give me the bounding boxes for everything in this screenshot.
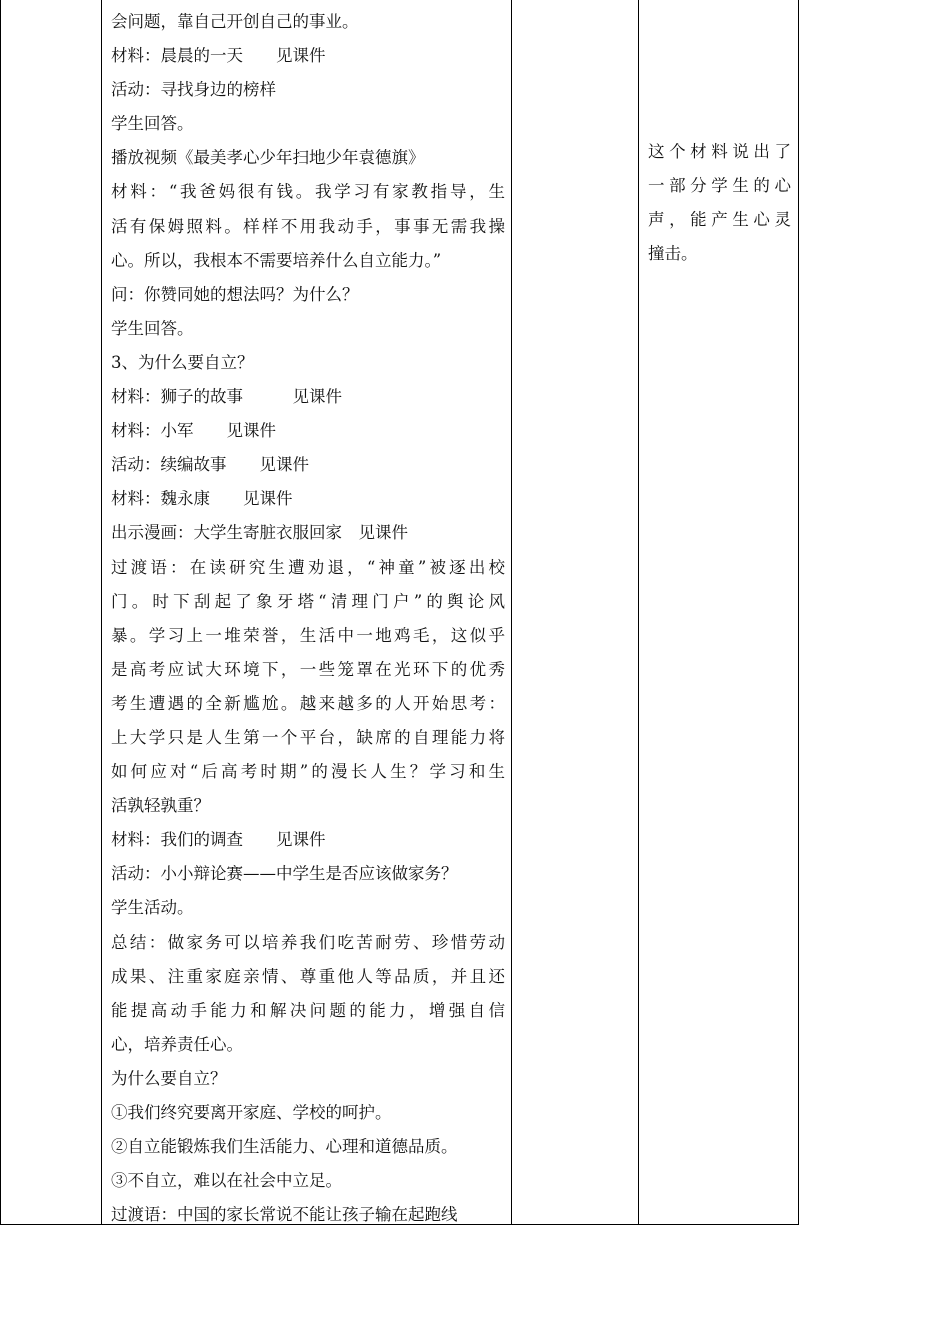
text-line: 活动：续编故事 见课件 — [111, 455, 309, 475]
text-line: 学生回答。 — [111, 114, 194, 134]
text-line: 为什么要自立？ — [111, 1068, 227, 1088]
text-line: 是高考应试大环境下，一些笼罩在光环下的优秀 — [111, 659, 505, 679]
note-line: 声，能产生心灵 — [648, 210, 791, 230]
text-line: 上大学只是人生第一个平台，缺席的自理能力将 — [111, 727, 505, 747]
note-line: 一部分学生的心 — [648, 176, 791, 196]
text-line: 学生活动。 — [111, 898, 194, 918]
text-line: 考生遭遇的全新尴尬。越来越多的人开始思考： — [111, 693, 505, 713]
text-line: 问：你赞同她的想法吗？为什么？ — [111, 284, 359, 304]
text-line: 过渡语：在读研究生遭劝退，“神童”被逐出校 — [111, 557, 505, 577]
text-line: 活动：寻找身边的榜样 — [111, 80, 276, 100]
text-line: 如何应对“后高考时期”的漫长人生？学习和生 — [111, 762, 505, 782]
text-line: 材料：魏永康 见课件 — [111, 489, 293, 509]
text-line: 出示漫画：大学生寄脏衣服回家 见课件 — [111, 523, 408, 543]
text-line: 活孰轻孰重？ — [111, 796, 210, 816]
text-line: 活动：小小辩论赛——中学生是否应该做家务？ — [111, 864, 458, 884]
note-line: 撞击。 — [648, 244, 698, 264]
text-line: 材料：狮子的故事 见课件 — [111, 387, 342, 407]
column-3 — [512, 0, 639, 1225]
text-line: 心，培养责任心。 — [111, 1034, 243, 1054]
column-1 — [1, 0, 102, 1225]
teaching-process-text — [111, 5, 505, 1232]
text-line: 播放视频《最美孝心少年扫地少年袁德旗》 — [111, 148, 425, 168]
text-line: 成果、注重家庭亲情、尊重他人等品质，并且还 — [111, 966, 505, 986]
note-line: 这个材料说出了 — [648, 142, 791, 161]
design-note-text — [648, 135, 791, 271]
text-line: 材料：晨晨的一天 见课件 — [111, 46, 326, 66]
text-line: 活有保姆照料。样样不用我动手，事事无需我操 — [111, 216, 505, 236]
text-line: 门。时下刮起了象牙塔“清理门户”的舆论风 — [111, 591, 505, 611]
text-line: ②自立能锻炼我们生活能力、心理和道德品质。 — [111, 1137, 458, 1157]
text-line: 会问题，靠自己开创自己的事业。 — [111, 12, 359, 31]
text-line: 心。所以，我根本不需要培养什么自立能力。” — [111, 250, 442, 270]
text-line: 材料：“我爸妈很有钱。我学习有家教指导，生 — [111, 182, 505, 202]
text-line: 能提高动手能力和解决问题的能力，增强自信 — [111, 1000, 505, 1020]
text-line: 总结：做家务可以培养我们吃苦耐劳、珍惜劳动 — [111, 932, 505, 952]
text-line: ③不自立，难以在社会中立足。 — [111, 1171, 342, 1191]
text-line: 3、为什么要自立？ — [111, 352, 254, 372]
text-line: 材料：我们的调查 见课件 — [111, 830, 326, 850]
text-line: ①我们终究要离开家庭、学校的呵护。 — [111, 1103, 392, 1122]
text-line: 学生回答。 — [111, 318, 194, 338]
text-line: 材料：小军 见课件 — [111, 421, 276, 441]
text-line: 暴。学习上一堆荣誉，生活中一地鸡毛，这似乎 — [111, 625, 505, 645]
text-line: 过渡语：中国的家长常说不能让孩子输在起跑线 — [111, 1205, 458, 1225]
